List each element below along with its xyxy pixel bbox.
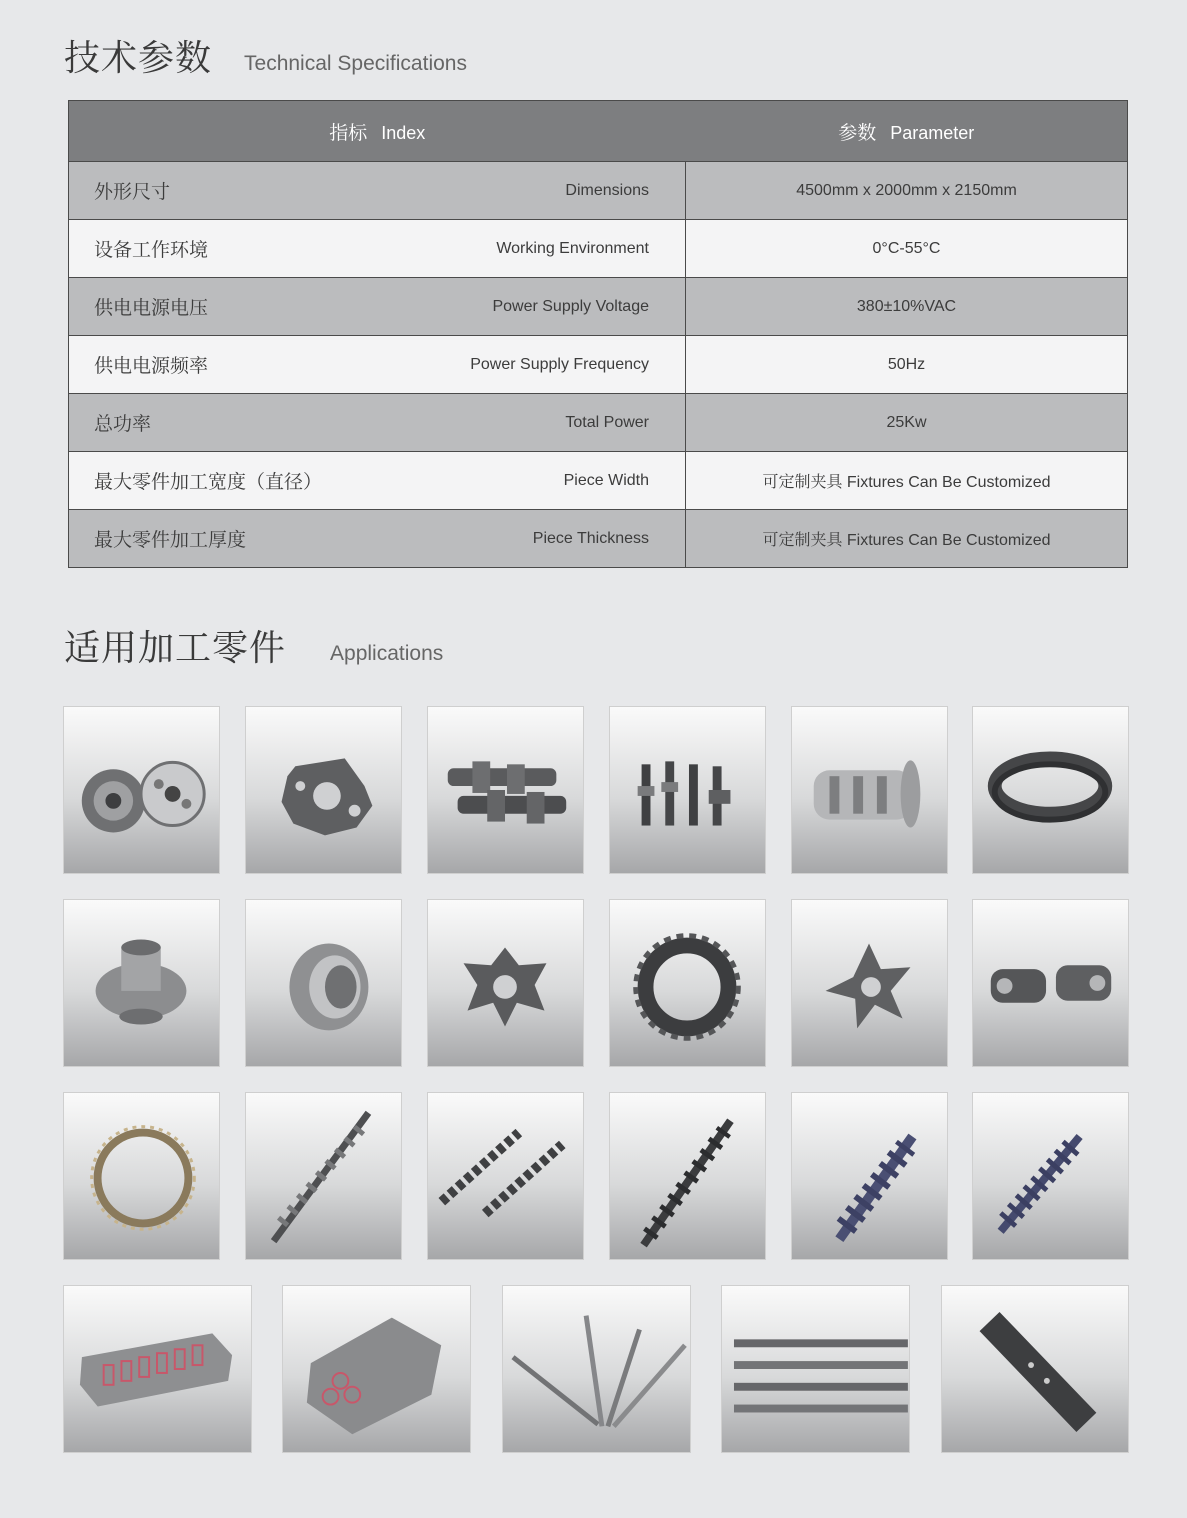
spec-section-title — [64, 30, 467, 81]
row-label-en: Power Supply Frequency — [470, 355, 649, 373]
row-label-zh: 供电电源电压 — [94, 297, 209, 319]
row-label-en: Power Supply Voltage — [492, 297, 649, 315]
row-label-zh: 最大零件加工厚度 — [94, 529, 247, 551]
star-bracket-image — [791, 899, 948, 1067]
row-label-zh: 供电电源频率 — [94, 355, 209, 377]
cylindrical-sleeve-image — [791, 706, 948, 874]
spec-title-en: Technical Specifications — [244, 52, 467, 75]
row-label-en: Total Power — [565, 413, 649, 431]
table-row — [69, 510, 1128, 568]
crankshaft-image — [791, 1092, 948, 1260]
gear-shafts-image — [427, 706, 584, 874]
row-value: 可定制夹具 Fixtures Can Be Customized — [686, 510, 1128, 568]
table-row — [69, 162, 1128, 220]
row-label-zh: 外形尺寸 — [94, 181, 171, 203]
cylinder-block-image — [282, 1285, 471, 1453]
row-value: 380±10%VAC — [686, 278, 1128, 336]
header-param-zh: 参数 — [838, 121, 877, 144]
row-value: 可定制夹具 Fixtures Can Be Customized — [686, 452, 1128, 510]
row-value: 0°C-55°C — [686, 220, 1128, 278]
applications-title-en: Applications — [330, 642, 444, 665]
camshaft-image — [245, 1092, 402, 1260]
row-label-zh: 总功率 — [94, 413, 152, 435]
pulley-discs-image — [63, 706, 220, 874]
header-index-zh: 指标 — [329, 121, 368, 144]
applications-title-zh: 适用加工零件 — [64, 628, 287, 669]
engine-block-image — [63, 1285, 252, 1453]
gear-ring-image — [972, 706, 1129, 874]
drilled-shafts-image — [721, 1285, 910, 1453]
table-row — [69, 452, 1128, 510]
bell-housing-image — [63, 899, 220, 1067]
table-row — [69, 394, 1128, 452]
table-row — [69, 278, 1128, 336]
toothed-ring-image — [609, 899, 766, 1067]
header-param-en: Parameter — [890, 122, 975, 143]
cylinder-housing-image — [245, 899, 402, 1067]
table-row — [69, 336, 1128, 394]
row-value: 4500mm x 2000mm x 2150mm — [686, 162, 1128, 220]
spider-bracket-image — [427, 899, 584, 1067]
header-parameter — [686, 101, 1128, 162]
row-label-en: Piece Width — [563, 471, 649, 489]
long-camshaft-image — [609, 1092, 766, 1260]
row-value: 25Kw — [686, 394, 1128, 452]
header-index — [69, 101, 686, 162]
row-value: 50Hz — [686, 336, 1128, 394]
twin-camshafts-image — [427, 1092, 584, 1260]
connecting-links-image — [972, 899, 1129, 1067]
row-label-en: Piece Thickness — [532, 529, 649, 547]
tube-shaft-image — [941, 1285, 1129, 1453]
header-index-en: Index — [381, 122, 426, 143]
row-label-zh: 设备工作环境 — [94, 239, 209, 261]
bearing-ring-image — [63, 1092, 220, 1260]
rods-image — [502, 1285, 691, 1453]
applications-section-title — [64, 620, 443, 671]
row-label-en: Dimensions — [565, 181, 649, 199]
spec-table — [68, 100, 1128, 568]
spec-title-zh: 技术参数 — [64, 38, 213, 79]
row-label-en: Working Environment — [496, 239, 649, 257]
shafts-set-image — [609, 706, 766, 874]
row-label-zh: 最大零件加工宽度（直径） — [94, 471, 323, 493]
table-row — [69, 220, 1128, 278]
flange-bracket-image — [245, 706, 402, 874]
long-crankshaft-image — [972, 1092, 1129, 1260]
